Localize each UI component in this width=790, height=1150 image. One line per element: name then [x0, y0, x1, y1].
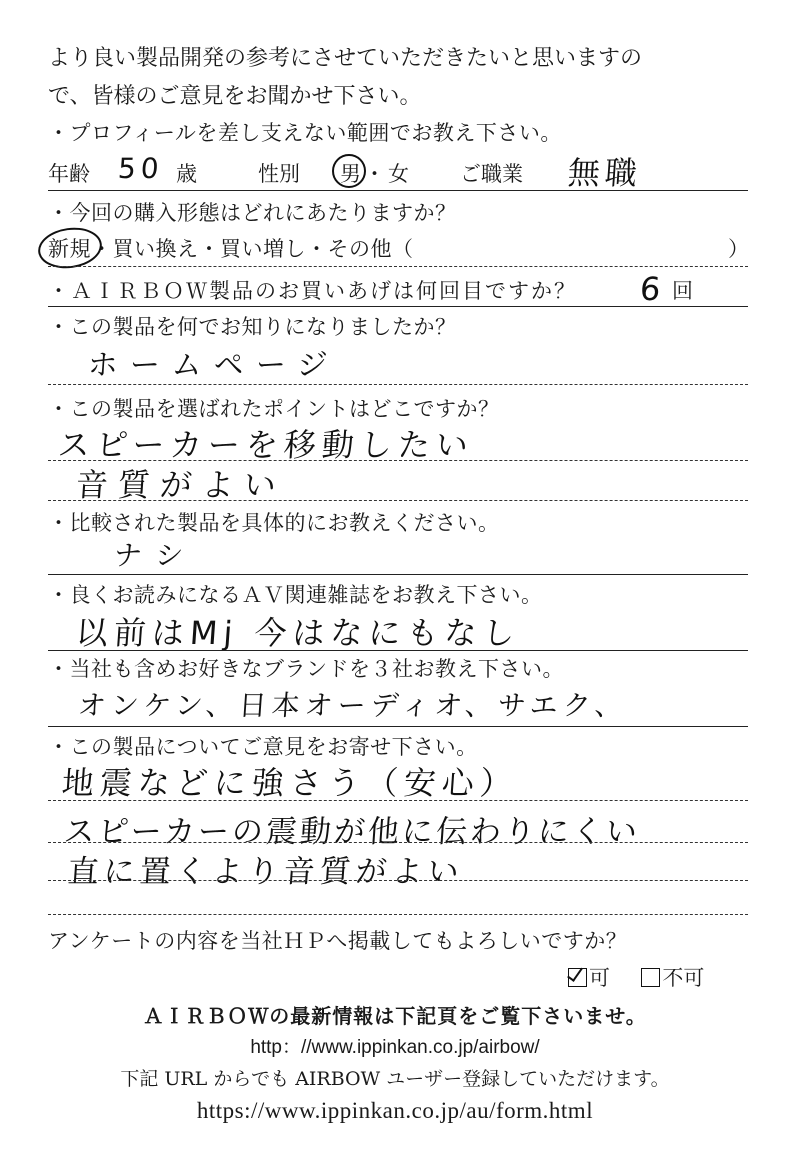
- purchase-type-rule: [48, 266, 748, 267]
- opinion-answer-1: 地震などに強さう（安心）: [60, 764, 520, 802]
- opinion-rule-4: [48, 914, 748, 915]
- gender-separator: ・: [364, 162, 385, 186]
- footer-url-2[interactable]: https://www.ippinkan.co.jp/au/form.html: [196, 1098, 594, 1123]
- age-unit: 歳: [176, 162, 197, 186]
- gender-label: 性別: [258, 162, 300, 186]
- footer-register: 下記 URL からでも AIRBOW ユーザー登録していただけます。: [120, 1068, 670, 1090]
- opinion-answer-2: スピーカーの震動が他に伝わりにくい: [62, 814, 642, 850]
- magazine-rule: [48, 650, 748, 651]
- brands-question: ・当社も含めお好きなブランドを３社お教え下さい。: [48, 657, 564, 681]
- occupation-value: 無職: [566, 154, 644, 192]
- purchase-type-options: 新規・買い換え・買い増し・その他（: [48, 237, 414, 261]
- consent-no-checkbox[interactable]: [641, 968, 660, 987]
- purchase-count-value: 6: [638, 270, 667, 308]
- source-answer: ホームページ: [86, 348, 341, 383]
- compared-question: ・比較された製品を具体的にお教えください。: [48, 511, 500, 535]
- reason-rule-2: [48, 500, 748, 501]
- purchase-type-close: ）: [728, 237, 750, 261]
- occupation-label: ご職業: [460, 162, 523, 186]
- consent-yes-label: 可: [589, 966, 610, 990]
- purchase-type-question: ・今回の購入形態はどれにあたりますか？: [48, 201, 457, 225]
- opinion-rule-1: [48, 800, 748, 801]
- purchase-count-question: ・ＡＩＲＢＯＷ製品のお買いあげは何回目ですか？: [48, 279, 577, 303]
- opinion-rule-2: [48, 842, 748, 843]
- source-question: ・この製品を何でお知りになりましたか？: [48, 315, 457, 339]
- profile-row: [48, 152, 748, 192]
- purchase-type-selected-circle: [36, 224, 105, 273]
- age-value: 50: [116, 152, 165, 185]
- compared-rule: [48, 574, 748, 575]
- purchase-count-rule: [48, 306, 748, 307]
- brands-answer: オンケン、日本オーディオ、サエク、: [76, 689, 629, 722]
- consent-question: アンケートの内容を当社ＨＰへ掲載してもよろしいですか？: [48, 929, 628, 953]
- source-rule: [48, 384, 748, 385]
- consent-no-label: 不可: [662, 966, 705, 990]
- opinion-question: ・この製品についてご意見をお寄せ下さい。: [48, 735, 478, 759]
- reason-question: ・この製品を選ばれたポイントはどこですか？: [48, 397, 500, 421]
- brands-rule: [48, 726, 748, 727]
- compared-answer: ナシ: [112, 539, 199, 572]
- footer-notice: ＡＩＲＢＯＷの最新情報は下記頁をご覧下さいませ。: [143, 1004, 647, 1028]
- footer-url-1[interactable]: http：//www.ippinkan.co.jp/airbow/: [250, 1037, 540, 1058]
- magazine-question: ・良くお読みになるＡＶ関連雑誌をお教え下さい。: [48, 583, 543, 607]
- reason-answer-2: 音質がよい: [74, 466, 288, 504]
- opinion-answer-3: 直に置くより音質がよい: [66, 854, 466, 890]
- gender-selected-circle: [332, 154, 366, 188]
- intro-line-2: で、皆様のご意見をお聞かせ下さい。: [48, 84, 422, 109]
- gender-male: 男: [340, 162, 361, 186]
- magazine-answer: 以前はMj 今はなにもなし: [74, 614, 522, 652]
- age-label: 年齢: [48, 162, 90, 186]
- consent-options: [568, 962, 704, 992]
- opinion-rule-3: [48, 880, 748, 881]
- consent-yes-checkbox[interactable]: [568, 968, 587, 987]
- profile-rule: [48, 190, 748, 191]
- purchase-count-unit: 回: [672, 279, 694, 303]
- reason-answer-1: スピーカーを移動したい: [56, 426, 476, 464]
- gender-female: 女: [388, 162, 409, 186]
- intro-line-1: より良い製品開発の参考にさせていただきたいと思いますの: [48, 46, 643, 71]
- profile-question: ・プロフィールを差し支えない範囲でお教え下さい。: [48, 121, 562, 145]
